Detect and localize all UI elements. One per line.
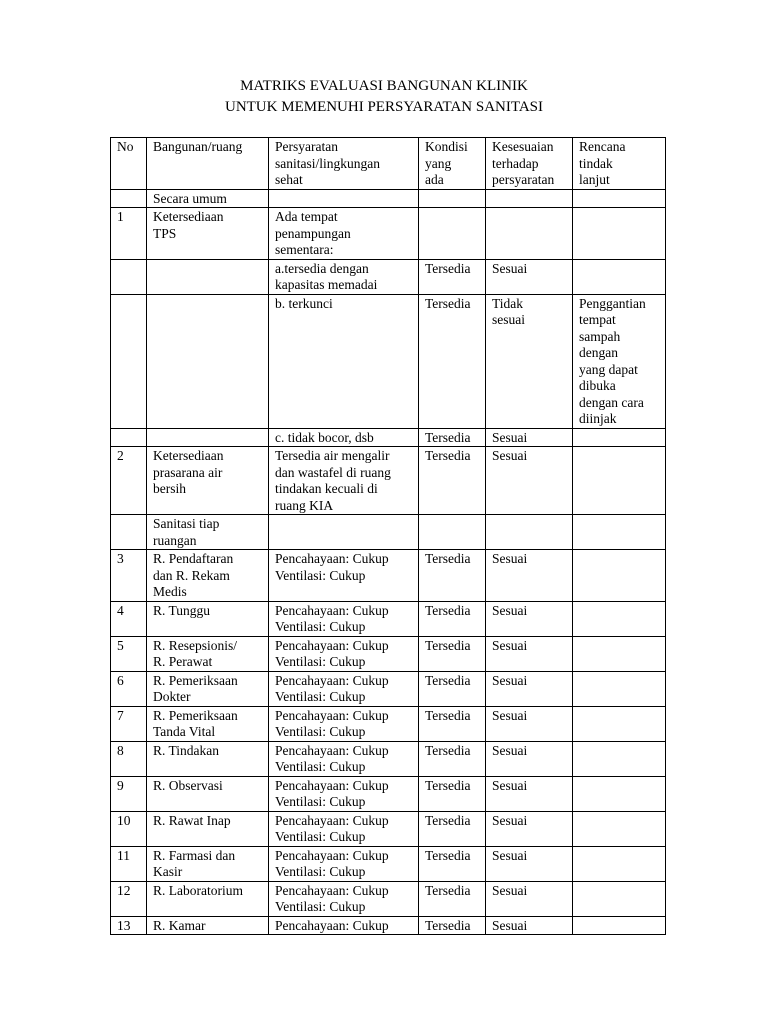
cell-kesesuaian: Sesuai bbox=[486, 881, 573, 916]
cell-rencana bbox=[573, 428, 666, 447]
table-header-row bbox=[111, 138, 666, 190]
cell-rencana bbox=[573, 447, 666, 515]
cell-kondisi: Tersedia bbox=[419, 294, 486, 428]
cell-bangunan-ruang bbox=[147, 259, 269, 294]
table-row bbox=[111, 741, 666, 776]
table-row bbox=[111, 706, 666, 741]
table-row bbox=[111, 259, 666, 294]
cell-kesesuaian: Sesuai bbox=[486, 671, 573, 706]
cell-rencana bbox=[573, 811, 666, 846]
cell-no: 9 bbox=[111, 776, 147, 811]
cell-bangunan-ruang: R. Tindakan bbox=[147, 741, 269, 776]
cell-kesesuaian: Sesuai bbox=[486, 601, 573, 636]
table-row bbox=[111, 811, 666, 846]
cell-persyaratan: Pencahayaan: Cukup Ventilasi: Cukup bbox=[269, 881, 419, 916]
cell-persyaratan: Pencahayaan: Cukup Ventilasi: Cukup bbox=[269, 811, 419, 846]
cell-bangunan-ruang: R. Tunggu bbox=[147, 601, 269, 636]
cell-persyaratan: Pencahayaan: Cukup Ventilasi: Cukup bbox=[269, 550, 419, 602]
cell-persyaratan: Pencahayaan: Cukup Ventilasi: Cukup bbox=[269, 636, 419, 671]
cell-rencana bbox=[573, 741, 666, 776]
cell-rencana bbox=[573, 208, 666, 260]
cell-bangunan-ruang bbox=[147, 428, 269, 447]
cell-kondisi: Tersedia bbox=[419, 811, 486, 846]
table-row bbox=[111, 294, 666, 428]
cell-kesesuaian bbox=[486, 189, 573, 208]
table-row bbox=[111, 916, 666, 935]
cell-persyaratan: c. tidak bocor, dsb bbox=[269, 428, 419, 447]
cell-no bbox=[111, 428, 147, 447]
cell-rencana bbox=[573, 776, 666, 811]
cell-kesesuaian: Sesuai bbox=[486, 636, 573, 671]
cell-kondisi: Tersedia bbox=[419, 259, 486, 294]
cell-rencana bbox=[573, 189, 666, 208]
cell-rencana bbox=[573, 515, 666, 550]
cell-no: 4 bbox=[111, 601, 147, 636]
cell-kesesuaian: Sesuai bbox=[486, 811, 573, 846]
cell-kesesuaian: Sesuai bbox=[486, 706, 573, 741]
cell-kondisi: Tersedia bbox=[419, 550, 486, 602]
cell-bangunan-ruang: R. Kamar bbox=[147, 916, 269, 935]
cell-no: 11 bbox=[111, 846, 147, 881]
cell-bangunan-ruang: R. Pemeriksaan Dokter bbox=[147, 671, 269, 706]
cell-rencana bbox=[573, 550, 666, 602]
cell-rencana bbox=[573, 846, 666, 881]
cell-kondisi bbox=[419, 208, 486, 260]
cell-kondisi: Tersedia bbox=[419, 776, 486, 811]
title-line-1: MATRIKS EVALUASI BANGUNAN KLINIK bbox=[240, 78, 528, 94]
header-kesesuaian: Kesesuaian terhadap persyaratan bbox=[486, 138, 573, 190]
cell-kesesuaian bbox=[486, 515, 573, 550]
cell-persyaratan bbox=[269, 189, 419, 208]
cell-kondisi: Tersedia bbox=[419, 601, 486, 636]
cell-persyaratan: Pencahayaan: Cukup Ventilasi: Cukup bbox=[269, 741, 419, 776]
table-row bbox=[111, 776, 666, 811]
cell-no: 8 bbox=[111, 741, 147, 776]
cell-no: 7 bbox=[111, 706, 147, 741]
table-row bbox=[111, 601, 666, 636]
cell-rencana bbox=[573, 259, 666, 294]
cell-kondisi: Tersedia bbox=[419, 447, 486, 515]
cell-persyaratan: Ada tempat penampungan sementara: bbox=[269, 208, 419, 260]
cell-kondisi: Tersedia bbox=[419, 706, 486, 741]
cell-no: 12 bbox=[111, 881, 147, 916]
cell-kondisi bbox=[419, 515, 486, 550]
title-line-2: UNTUK MEMENUHI PERSYARATAN SANITASI bbox=[224, 99, 544, 115]
cell-kesesuaian: Sesuai bbox=[486, 916, 573, 935]
cell-bangunan-ruang: R. Resepsionis/ R. Perawat bbox=[147, 636, 269, 671]
cell-persyaratan: b. terkunci bbox=[269, 294, 419, 428]
table-row bbox=[111, 846, 666, 881]
evaluation-matrix-table bbox=[110, 137, 666, 935]
header-no: No bbox=[111, 138, 147, 190]
cell-no bbox=[111, 515, 147, 550]
cell-rencana bbox=[573, 916, 666, 935]
cell-persyaratan: Pencahayaan: Cukup Ventilasi: Cukup bbox=[269, 776, 419, 811]
cell-kesesuaian: Sesuai bbox=[486, 428, 573, 447]
cell-kondisi: Tersedia bbox=[419, 916, 486, 935]
header-kondisi: Kondisi yang ada bbox=[419, 138, 486, 190]
cell-no: 1 bbox=[111, 208, 147, 260]
cell-kesesuaian: Sesuai bbox=[486, 259, 573, 294]
cell-no: 13 bbox=[111, 916, 147, 935]
cell-kondisi: Tersedia bbox=[419, 846, 486, 881]
cell-no: 10 bbox=[111, 811, 147, 846]
cell-no bbox=[111, 294, 147, 428]
header-bangunan-ruang: Bangunan/ruang bbox=[147, 138, 269, 190]
cell-rencana bbox=[573, 881, 666, 916]
cell-no: 2 bbox=[111, 447, 147, 515]
cell-no bbox=[111, 259, 147, 294]
cell-persyaratan bbox=[269, 515, 419, 550]
table-row bbox=[111, 671, 666, 706]
table-row bbox=[111, 550, 666, 602]
cell-bangunan-ruang: Secara umum bbox=[147, 189, 269, 208]
table-row bbox=[111, 208, 666, 260]
cell-kesesuaian: Sesuai bbox=[486, 741, 573, 776]
cell-bangunan-ruang: R. Observasi bbox=[147, 776, 269, 811]
cell-kondisi: Tersedia bbox=[419, 881, 486, 916]
table-row bbox=[111, 447, 666, 515]
cell-rencana bbox=[573, 601, 666, 636]
cell-persyaratan: Pencahayaan: Cukup bbox=[269, 916, 419, 935]
cell-kondisi: Tersedia bbox=[419, 428, 486, 447]
cell-bangunan-ruang bbox=[147, 294, 269, 428]
cell-persyaratan: Pencahayaan: Cukup Ventilasi: Cukup bbox=[269, 846, 419, 881]
cell-kondisi: Tersedia bbox=[419, 671, 486, 706]
cell-bangunan-ruang: R. Pendaftaran dan R. Rekam Medis bbox=[147, 550, 269, 602]
table-row bbox=[111, 636, 666, 671]
table-row bbox=[111, 189, 666, 208]
table-row bbox=[111, 515, 666, 550]
cell-kondisi bbox=[419, 189, 486, 208]
cell-bangunan-ruang: Ketersediaan TPS bbox=[147, 208, 269, 260]
cell-rencana bbox=[573, 706, 666, 741]
cell-persyaratan: Pencahayaan: Cukup Ventilasi: Cukup bbox=[269, 706, 419, 741]
cell-rencana bbox=[573, 671, 666, 706]
cell-kondisi: Tersedia bbox=[419, 636, 486, 671]
cell-no: 6 bbox=[111, 671, 147, 706]
cell-kondisi: Tersedia bbox=[419, 741, 486, 776]
cell-bangunan-ruang: Sanitasi tiap ruangan bbox=[147, 515, 269, 550]
document-title bbox=[0, 76, 768, 118]
cell-bangunan-ruang: R. Rawat Inap bbox=[147, 811, 269, 846]
cell-kesesuaian: Sesuai bbox=[486, 776, 573, 811]
cell-bangunan-ruang: Ketersediaan prasarana air bersih bbox=[147, 447, 269, 515]
cell-kesesuaian: Sesuai bbox=[486, 550, 573, 602]
cell-kesesuaian: Sesuai bbox=[486, 447, 573, 515]
table-row bbox=[111, 881, 666, 916]
header-rencana: Rencana tindak lanjut bbox=[573, 138, 666, 190]
cell-no bbox=[111, 189, 147, 208]
cell-no: 5 bbox=[111, 636, 147, 671]
cell-bangunan-ruang: R. Laboratorium bbox=[147, 881, 269, 916]
cell-rencana: Penggantian tempat sampah dengan yang dapat dibuka dengan cara diinjak bbox=[573, 294, 666, 428]
cell-kesesuaian: Sesuai bbox=[486, 846, 573, 881]
cell-kesesuaian bbox=[486, 208, 573, 260]
header-persyaratan: Persyaratan sanitasi/lingkungan sehat bbox=[269, 138, 419, 190]
table-row bbox=[111, 428, 666, 447]
table-body bbox=[111, 189, 666, 935]
cell-persyaratan: Pencahayaan: Cukup Ventilasi: Cukup bbox=[269, 671, 419, 706]
cell-kesesuaian: Tidak sesuai bbox=[486, 294, 573, 428]
cell-persyaratan: a.tersedia dengan kapasitas memadai bbox=[269, 259, 419, 294]
cell-persyaratan: Tersedia air mengalir dan wastafel di ruang tindakan kecuali di ruang KIA bbox=[269, 447, 419, 515]
cell-no: 3 bbox=[111, 550, 147, 602]
cell-bangunan-ruang: R. Farmasi dan Kasir bbox=[147, 846, 269, 881]
cell-rencana bbox=[573, 636, 666, 671]
cell-bangunan-ruang: R. Pemeriksaan Tanda Vital bbox=[147, 706, 269, 741]
cell-persyaratan: Pencahayaan: Cukup Ventilasi: Cukup bbox=[269, 601, 419, 636]
